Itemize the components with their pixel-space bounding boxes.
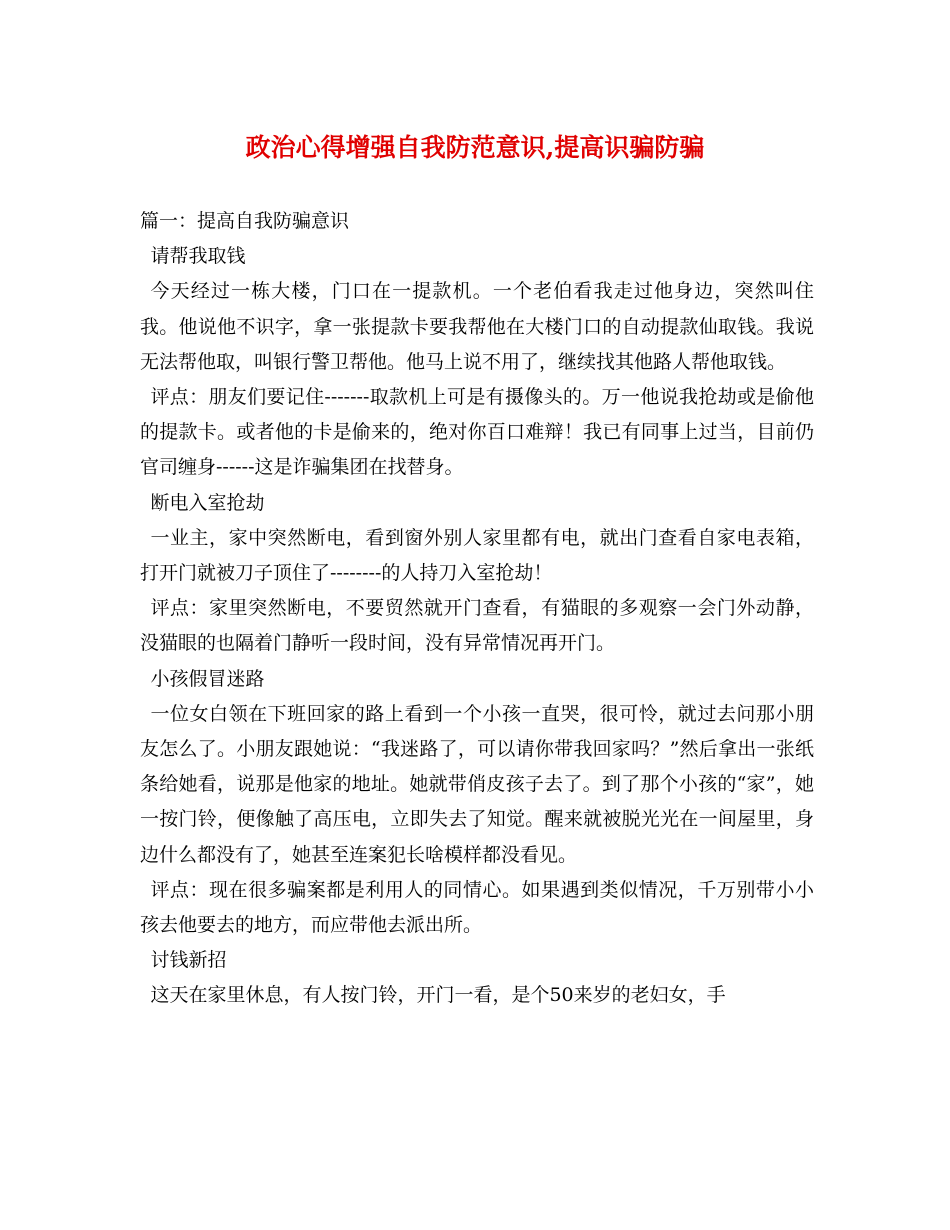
comment-paragraph: 评点：朋友们要记住-------取款机上可是有摄像头的。万一他说我抢劫或是偷他的提款卡。或者他的卡是偷来的，绝对你百口难辩！我已有同事上过当，目前仍官司缠身------这是诈骗集团在找替身。: [140, 386, 814, 479]
story-heading-lost-child: 小孩假冒迷路: [150, 667, 265, 690]
document-title: 政治心得增强自我防范意识,提高识骗防骗: [245, 133, 705, 162]
story-heading-withdraw-money: 请帮我取钱: [150, 245, 246, 268]
story-paragraph: 今天经过一栋大楼，门口在一提款机。一个老伯看我走过他身边，突然叫住我。他说他不识字，拿一张提款卡要我帮他在大楼门口的自动提款仙取钱。我说无法帮他取，叫银行警卫帮他。他马上说不用了，继续找其他路人帮他取钱。: [140, 280, 814, 373]
story-heading-begging-trick: 讨钱新招: [150, 949, 227, 972]
section-heading: 篇一：提高自我防骗意识: [140, 210, 350, 232]
comment-paragraph: 评点：现在很多骗案都是利用人的同情心。如果遇到类似情况，千万别带小小孩去他要去的地方，而应带他去派出所。: [140, 878, 814, 937]
document-body: [140, 204, 814, 1014]
story-paragraph: 一位女白领在下班回家的路上看到一个小孩一直哭，很可怜，就过去问那小朋友怎么了。小朋友跟她说：“我迷路了，可以请你带我回家吗？”然后拿出一张纸条给她看，说那是他家的地址。她就带俏皮孩子去了。到了那个小孩的“家”，她一按门铃，便像触了高压电，立即失去了知觉。醒来就被脱光光在一间屋里，身边什么都没有了，她甚至连案犯长啥模样都没看见。: [140, 702, 814, 866]
story-paragraph: 这天在家里休息，有人按门铃，开门一看，是个50来岁的老妇女，手: [150, 984, 726, 1007]
comment-paragraph: 评点：家里突然断电，不要贸然就开门查看，有猫眼的多观察一会门外动静，没猫眼的也隔着门静听一段时间，没有异常情况再开门。: [140, 597, 814, 655]
story-paragraph: 一业主，家中突然断电，看到窗外别人家里都有电，就出门查看自家电表箱，打开门就被刀子顶住了--------的人持刀入室抢劫！: [140, 526, 814, 585]
story-heading-power-cut-robbery: 断电入室抢劫: [150, 491, 265, 514]
